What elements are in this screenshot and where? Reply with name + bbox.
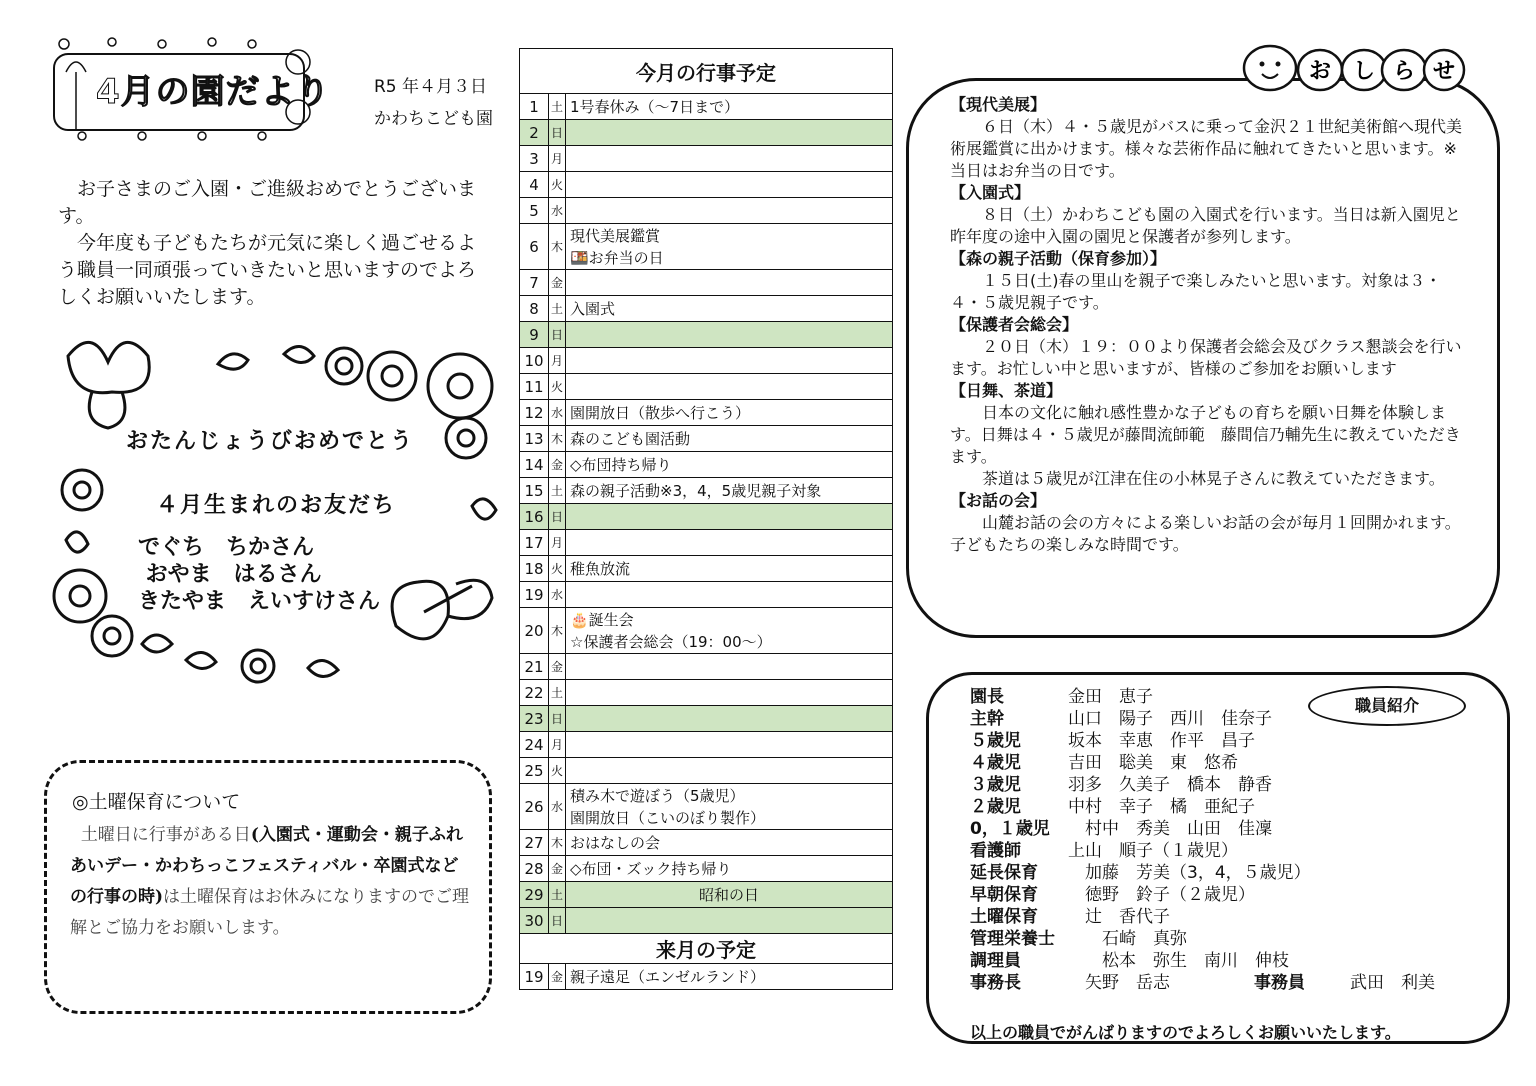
staff-row: [970, 774, 1470, 796]
staff-role: 主幹: [970, 709, 1004, 729]
schedule-row: [520, 348, 893, 374]
weekday: 日: [549, 504, 566, 530]
event-text: [566, 478, 893, 504]
staff-names: 松本 弥生 南川 伸枝: [1068, 951, 1289, 971]
schedule-row: [520, 400, 893, 426]
schedule-row: [520, 296, 893, 322]
greeting-line-1: お子さまのご入園・ご進級おめでとうございます。: [58, 178, 477, 227]
notice-heading: 【保護者会総会】: [950, 315, 1079, 334]
staff-names: 山口 陽子 西川 佳奈子: [1068, 709, 1272, 729]
staff-names: 徳野 鈴子（２歳児）: [1068, 885, 1255, 905]
staff-role: 園長: [970, 687, 1004, 707]
day-number: 1: [520, 94, 549, 120]
weekday: 木: [549, 608, 566, 654]
event-text: [566, 452, 893, 478]
weekday: 金: [549, 452, 566, 478]
schedule-row: [520, 784, 893, 830]
next-month-row: [520, 964, 893, 990]
birthday-subtitle: ４月生まれのお友だち: [156, 493, 397, 518]
oshirase-header: [1240, 40, 1466, 94]
staff-footer: 以上の職員でがんばりますのでよろしくお願いいたします。: [970, 1023, 1401, 1042]
day-number: 4: [520, 172, 549, 198]
schedule-row: [520, 732, 893, 758]
weekday: 金: [549, 856, 566, 882]
event-line: 🍱お弁当の日: [570, 248, 664, 267]
saturday-care-title: ◎土曜保育について: [72, 791, 241, 813]
weekday: 月: [549, 530, 566, 556]
schedule-row: [520, 452, 893, 478]
staff-role: 土曜保育: [970, 907, 1038, 927]
notice-text: １５日(土)春の里山を親子で楽しみたいと思います。対象は３・４・５歳児親子です。: [950, 271, 1442, 312]
notice-heading: 【現代美展】: [950, 95, 1047, 114]
schedule-row: [520, 270, 893, 296]
event-text: [566, 582, 893, 608]
event-line: ◇布団持ち帰り: [570, 455, 672, 474]
weekday: 水: [549, 582, 566, 608]
staff-row: [970, 972, 1470, 994]
weekday: 木: [549, 224, 566, 270]
school-name: かわちこども園: [374, 109, 493, 129]
schedule-row: [520, 654, 893, 680]
event-text: [566, 504, 893, 530]
staff-names: 金田 恵子: [1068, 687, 1153, 707]
saturday-text-2: (入園式・運動会・親子ふれあいデー・かわちっこフェスティバル・卒園式などの行事の時): [70, 825, 463, 907]
birthday-name: でぐち ちかさん: [138, 535, 315, 560]
event-text: [566, 198, 893, 224]
birthday-name: きたやま えいすけさん: [138, 589, 381, 614]
next-month-title: 来月の予定: [520, 934, 893, 964]
schedule-row: [520, 830, 893, 856]
event-text: [566, 270, 893, 296]
event-line: 森のこども園活動: [570, 429, 691, 448]
notice-text: ８日（土）かわちこども園の入園式を行います。当日は新入園児と昨年度の途中入園の園児と保護者が参列します。: [950, 205, 1461, 246]
event-text: [566, 120, 893, 146]
day-number: 19: [520, 582, 549, 608]
day-number: 10: [520, 348, 549, 374]
schedule-row: [520, 530, 893, 556]
day-number: 12: [520, 400, 549, 426]
schedule-row: [520, 426, 893, 452]
event-text: [566, 172, 893, 198]
staff-role: 管理栄養士: [970, 929, 1055, 949]
schedule-row: [520, 94, 893, 120]
day-number: 9: [520, 322, 549, 348]
event-line: ◇布団・ズック持ち帰り: [570, 859, 732, 878]
event-text: [566, 348, 893, 374]
event-line: ☆保護者会総会（19：00～）: [570, 632, 772, 651]
day-number: 28: [520, 856, 549, 882]
staff-row: [970, 906, 1470, 928]
day-number: 30: [520, 908, 549, 934]
day-number: 22: [520, 680, 549, 706]
day-number: 25: [520, 758, 549, 784]
event-text: [566, 374, 893, 400]
saturday-care-text: [70, 820, 470, 944]
staff-names: 上山 順子（１歳児）: [1068, 841, 1238, 861]
staff-role: 早朝保育: [970, 885, 1038, 905]
weekday: 土: [549, 94, 566, 120]
event-text: [566, 882, 893, 908]
day-number: 14: [520, 452, 549, 478]
schedule-row: [520, 198, 893, 224]
weekday: 日: [549, 322, 566, 348]
event-text: [566, 706, 893, 732]
saturday-text-4: はお休みになりますのでご理解とご協力をお願いします。: [70, 887, 470, 938]
staff-names: 中村 幸子 橘 亜紀子: [1068, 797, 1255, 817]
staff-names: 村中 秀美 山田 佳凜: [1068, 819, 1272, 839]
schedule-row: [520, 374, 893, 400]
notice-text: 山麓お話の会の方々による楽しいお話の会が毎月１回開かれます。子どもたちの楽しみな時間です。: [950, 513, 1461, 554]
schedule-row: [520, 322, 893, 348]
event-text: [566, 556, 893, 582]
event-text: [566, 732, 893, 758]
event-text: [566, 856, 893, 882]
notice-text: 茶道は５歳児が江津在住の小林晃子さんに教えていただきます。: [982, 469, 1445, 488]
staff-row: [970, 928, 1470, 950]
notice-heading: 【お話の会】: [950, 491, 1047, 510]
weekday: 火: [549, 172, 566, 198]
event-line: 森の親子活動※3，4，5歳児親子対象: [570, 481, 822, 500]
birthday-names: [138, 534, 380, 615]
event-line: おはなしの会: [570, 833, 661, 852]
saturday-text-3: は土曜保育: [163, 887, 249, 907]
day-number: 18: [520, 556, 549, 582]
staff-names: 坂本 幸恵 作平 昌子: [1068, 731, 1255, 751]
schedule-row: [520, 556, 893, 582]
staff-role: 0，１歳児: [970, 819, 1050, 839]
notice-body: [950, 94, 1462, 556]
schedule-row: [520, 706, 893, 732]
schedule-row: [520, 908, 893, 934]
weekday: 火: [549, 374, 566, 400]
weekday: 水: [549, 784, 566, 830]
schedule-row: [520, 146, 893, 172]
day-number: 7: [520, 270, 549, 296]
birthday-name: おやま はるさん: [138, 562, 322, 587]
weekday: 火: [549, 758, 566, 784]
staff-names: 加藤 芳美（3，4，５歳児）: [1068, 863, 1311, 883]
oshirase-char: せ: [1432, 59, 1456, 84]
event-text: [566, 830, 893, 856]
staff-row: [970, 950, 1470, 972]
staff-names: 石崎 真弥: [1068, 929, 1187, 949]
weekday: 月: [549, 146, 566, 172]
event-text: [566, 296, 893, 322]
saturday-text-1: 土曜日に行事がある日: [80, 825, 251, 845]
weekday: 木: [549, 426, 566, 452]
day-number: 8: [520, 296, 549, 322]
event-line: 園開放日（こいのぼり製作）: [570, 808, 766, 827]
notice-heading: 【入園式】: [950, 183, 1031, 202]
weekday: 水: [549, 198, 566, 224]
staff-names: 吉田 聡美 東 悠希: [1068, 753, 1238, 773]
notice-heading: 【日舞、茶道】: [950, 381, 1063, 400]
weekday: 金: [549, 654, 566, 680]
schedule-row: [520, 758, 893, 784]
notice-text: ６日（木）４・５歳児がバスに乗って金沢２１世紀美術館へ現代美術展鑑賞に出かけます。様々な芸術作品に触れてきたいと思います。※当日はお弁当の日です。: [950, 117, 1463, 180]
day-number: 27: [520, 830, 549, 856]
weekday: 日: [549, 908, 566, 934]
issue-date: R5 年４月３日: [374, 77, 488, 97]
staff-row: [970, 818, 1470, 840]
staff-row: [970, 796, 1470, 818]
event-text: [566, 608, 893, 654]
weekday: 日: [549, 706, 566, 732]
staff-role: 事務員: [1254, 973, 1305, 993]
staff-row: [970, 730, 1470, 752]
weekday: 土: [549, 882, 566, 908]
schedule-row: [520, 856, 893, 882]
staff-list: [970, 686, 1470, 994]
event-text: [566, 400, 893, 426]
staff-intro-badge: 職員紹介: [1308, 686, 1466, 726]
staff-row: [970, 752, 1470, 774]
day-number: 23: [520, 706, 549, 732]
day-number: 13: [520, 426, 549, 452]
day-number: 11: [520, 374, 549, 400]
oshirase-char: ら: [1392, 59, 1416, 84]
weekday: 土: [549, 296, 566, 322]
schedule-row: [520, 120, 893, 146]
weekday: 月: [549, 348, 566, 374]
schedule-row: [520, 680, 893, 706]
notice-text: 日本の文化に触れ感性豊かな子どもの育ちを願い日舞を体験します。日舞は４・５歳児が藤間流師範 藤間信乃輔先生に教えていただきます。: [950, 403, 1461, 466]
day-number: 29: [520, 882, 549, 908]
staff-row: [970, 840, 1470, 862]
day-number: 17: [520, 530, 549, 556]
greeting-message: [58, 176, 488, 311]
event-text: [566, 784, 893, 830]
weekday: 金: [549, 270, 566, 296]
day-number: 15: [520, 478, 549, 504]
notice-text: ２０日（木）１９：００より保護者会総会及びクラス懇談会を行います。お忙しい中と思いますが、皆様のご参加をお願いします: [950, 337, 1462, 378]
day-number: 16: [520, 504, 549, 530]
event-text: [566, 322, 893, 348]
staff-role: ４歳児: [970, 753, 1021, 773]
event-text: [566, 654, 893, 680]
day-number: 20: [520, 608, 549, 654]
staff-role: 延長保育: [970, 863, 1038, 883]
weekday: 日: [549, 120, 566, 146]
day-number: 21: [520, 654, 549, 680]
staff-names: 武田 利美: [1350, 973, 1435, 993]
newsletter-title: 4月の園だより: [96, 72, 331, 112]
event-text: [566, 224, 893, 270]
weekday: 土: [549, 478, 566, 504]
oshirase-char: お: [1308, 59, 1332, 84]
schedule-row: [520, 504, 893, 530]
event-schedule-table: [519, 48, 893, 990]
weekday: 木: [549, 830, 566, 856]
staff-names: 辻 香代子: [1068, 907, 1170, 927]
event-text: [566, 680, 893, 706]
day-number: 24: [520, 732, 549, 758]
day-number: 19: [520, 964, 549, 990]
event-line: 1号春休み（～7日まで）: [570, 97, 740, 116]
event-line: 園開放日（散歩へ行こう）: [570, 403, 751, 422]
staff-row: [970, 862, 1470, 884]
schedule-row: [520, 478, 893, 504]
event-line: 入園式: [570, 299, 616, 318]
schedule-row: [520, 608, 893, 654]
event-text: 親子遠足（エンゼルランド）: [566, 964, 893, 990]
staff-role: 調理員: [970, 951, 1021, 971]
event-text: [566, 94, 893, 120]
birthday-title: おたんじょうびおめでとう: [126, 429, 415, 454]
staff-role: ５歳児: [970, 731, 1021, 751]
schedule-row: [520, 172, 893, 198]
staff-role: ２歳児: [970, 797, 1021, 817]
staff-row: [970, 884, 1470, 906]
event-line: 昭和の日: [698, 885, 759, 904]
event-text: [566, 530, 893, 556]
weekday: 水: [549, 400, 566, 426]
event-line: 稚魚放流: [570, 559, 631, 578]
event-text: [566, 758, 893, 784]
staff-names: 羽多 久美子 橋本 静香: [1068, 775, 1272, 795]
day-number: 26: [520, 784, 549, 830]
event-line: 積み木で遊ぼう（5歳児）: [570, 786, 745, 805]
weekday: 土: [549, 680, 566, 706]
event-text: [566, 146, 893, 172]
day-number: 2: [520, 120, 549, 146]
staff-role: 看護師: [970, 841, 1021, 861]
weekday: 火: [549, 556, 566, 582]
event-text: [566, 908, 893, 934]
notice-heading: 【森の親子活動（保育参加）】: [950, 249, 1167, 268]
event-line: 🎂誕生会: [570, 610, 634, 629]
day-number: 6: [520, 224, 549, 270]
staff-role: ３歳児: [970, 775, 1021, 795]
schedule-body: [520, 94, 893, 934]
staff-role: 事務長: [970, 973, 1021, 993]
schedule-row: [520, 224, 893, 270]
weekday: 月: [549, 732, 566, 758]
weekday: 金: [549, 964, 566, 990]
greeting-line-2: 今年度も子どもたちが元気に楽しく過ごせるよう職員一同頑張っていきたいと思いますのでよろしくお願いいたします。: [58, 232, 477, 308]
oshirase-char: し: [1352, 59, 1376, 84]
schedule-row: [520, 882, 893, 908]
event-line: 現代美展鑑賞: [570, 226, 661, 245]
schedule-title: 今月の行事予定: [520, 49, 893, 94]
staff-names: 矢野 岳志: [1068, 973, 1170, 993]
day-number: 3: [520, 146, 549, 172]
event-text: [566, 426, 893, 452]
schedule-row: [520, 582, 893, 608]
day-number: 5: [520, 198, 549, 224]
